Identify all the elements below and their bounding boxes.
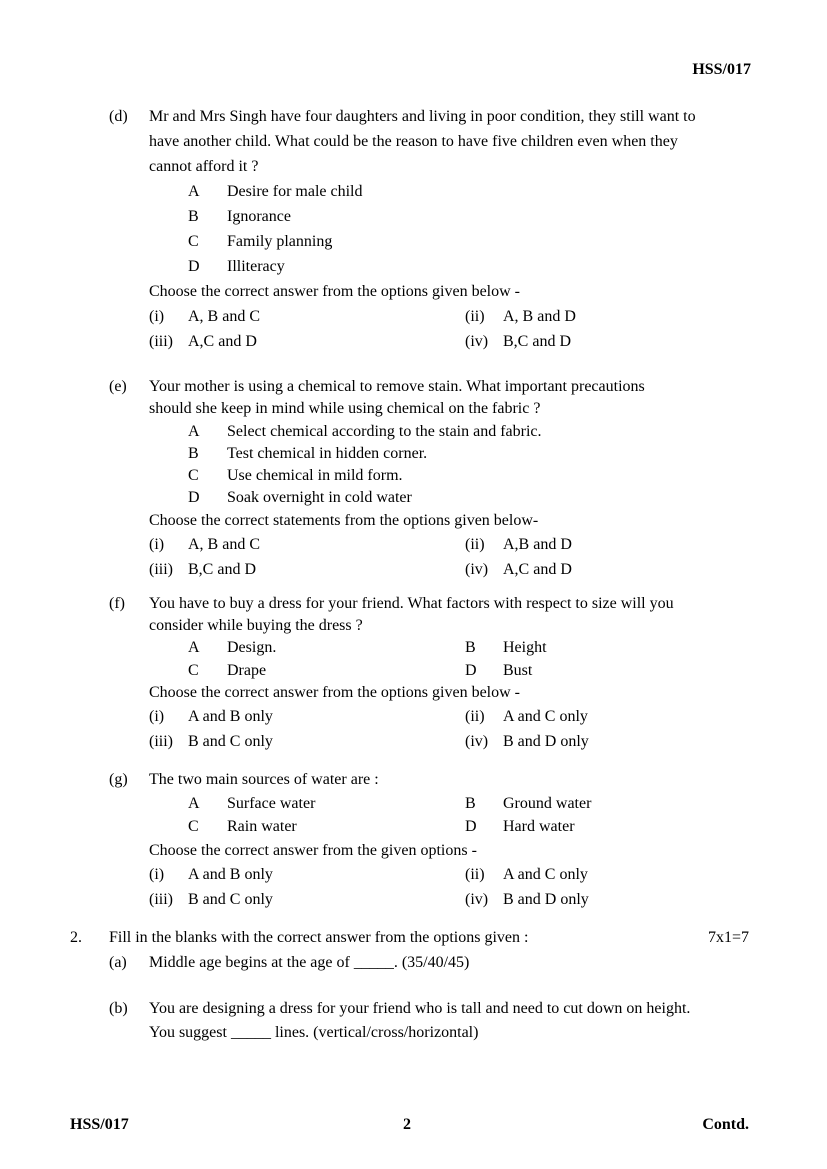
sub-question-text: You are designing a dress for your friend who is tall and need to cut down on height. (149, 1000, 691, 1017)
option-text: A and C only (503, 708, 588, 725)
option-number: (ii) (465, 308, 485, 325)
option-text: A, B and C (188, 536, 260, 553)
statement-letter: D (465, 818, 477, 835)
option-number: (iv) (465, 561, 489, 578)
statement-text: Surface water (227, 795, 316, 812)
option-number: (i) (149, 708, 165, 725)
option-text: B and C only (188, 733, 273, 750)
option-number: (ii) (465, 536, 485, 553)
statement-text: Height (503, 639, 547, 656)
statement-letter: A (188, 423, 200, 440)
option-text: A and C only (503, 866, 588, 883)
option-text: A, B and C (188, 308, 260, 325)
question-text: have another child. What could be the reason to have five children even when they (149, 133, 678, 150)
statement-letter: B (465, 795, 476, 812)
option-number: (iii) (149, 561, 173, 578)
page-number: 2 (403, 1116, 411, 1133)
statement-letter: C (188, 467, 199, 484)
statement-letter: B (465, 639, 476, 656)
option-text: B and D only (503, 733, 589, 750)
statement-text: Select chemical according to the stain and fabric. (227, 423, 542, 440)
option-text: A and B only (188, 866, 273, 883)
option-text: B,C and D (503, 333, 571, 350)
statement-text: Illiteracy (227, 258, 285, 275)
option-number: (i) (149, 536, 165, 553)
question-text: Mr and Mrs Singh have four daughters and living in poor condition, they still want to (149, 108, 696, 125)
question-number: 2. (70, 929, 82, 946)
statement-letter: C (188, 233, 199, 250)
option-number: (ii) (465, 708, 485, 725)
question-label: (d) (109, 108, 128, 125)
statement-text: Design. (227, 639, 277, 656)
statement-letter: C (188, 818, 199, 835)
statement-text: Bust (503, 662, 533, 679)
statement-letter: A (188, 639, 200, 656)
statement-letter: B (188, 208, 199, 225)
question-label: (e) (109, 378, 127, 395)
statement-letter: D (465, 662, 477, 679)
statement-text: Hard water (503, 818, 575, 835)
statement-text: Ground water (503, 795, 592, 812)
statement-letter: B (188, 445, 199, 462)
option-number: (i) (149, 308, 165, 325)
question-text: cannot afford it ? (149, 158, 259, 175)
footer-code: HSS/017 (70, 1116, 129, 1133)
continued-label: Contd. (702, 1116, 749, 1133)
sub-question-text: You suggest _____ lines. (vertical/cross/horizontal) (149, 1024, 479, 1041)
instruction-text: Choose the correct answer from the options given below - (149, 283, 521, 300)
option-number: (iii) (149, 733, 173, 750)
statement-text: Ignorance (227, 208, 291, 225)
statement-letter: A (188, 183, 200, 200)
option-text: A,B and D (503, 536, 572, 553)
option-number: (iv) (465, 891, 489, 908)
statement-text: Desire for male child (227, 183, 363, 200)
option-text: B and D only (503, 891, 589, 908)
statement-text: Test chemical in hidden corner. (227, 445, 428, 462)
instruction-text: Choose the correct statements from the options given below- (149, 512, 539, 529)
question-text: Your mother is using a chemical to remove stain. What important precautions (149, 378, 645, 395)
question-label: (g) (109, 771, 128, 788)
header-code: HSS/017 (692, 61, 751, 78)
marks-label: 7x1=7 (707, 929, 749, 946)
question-text: Fill in the blanks with the correct answer from the options given : (109, 929, 529, 946)
statement-text: Rain water (227, 818, 297, 835)
sub-question-text: Middle age begins at the age of _____. (35/40/45) (149, 954, 470, 971)
statement-letter: D (188, 258, 200, 275)
instruction-text: Choose the correct answer from the options given below - (149, 684, 521, 701)
option-text: B,C and D (188, 561, 256, 578)
question-text: should she keep in mind while using chemical on the fabric ? (149, 400, 541, 417)
statement-text: Drape (227, 662, 267, 679)
option-text: A,C and D (503, 561, 572, 578)
option-text: A,C and D (188, 333, 257, 350)
option-number: (iv) (465, 333, 489, 350)
option-number: (iii) (149, 891, 173, 908)
statement-letter: D (188, 489, 200, 506)
question-text: consider while buying the dress ? (149, 617, 363, 634)
option-number: (i) (149, 866, 165, 883)
question-label: (f) (109, 595, 125, 612)
statement-text: Soak overnight in cold water (227, 489, 412, 506)
option-number: (iv) (465, 733, 489, 750)
statement-text: Use chemical in mild form. (227, 467, 403, 484)
option-text: B and C only (188, 891, 273, 908)
sub-question-label: (b) (109, 1000, 128, 1017)
question-text: You have to buy a dress for your friend. What factors with respect to size will you (149, 595, 674, 612)
statement-text: Family planning (227, 233, 333, 250)
option-text: A, B and D (503, 308, 576, 325)
sub-question-label: (a) (109, 954, 127, 971)
statement-letter: C (188, 662, 199, 679)
option-number: (ii) (465, 866, 485, 883)
statement-letter: A (188, 795, 200, 812)
instruction-text: Choose the correct answer from the given options - (149, 842, 477, 859)
option-number: (iii) (149, 333, 173, 350)
option-text: A and B only (188, 708, 273, 725)
question-text: The two main sources of water are : (149, 771, 379, 788)
